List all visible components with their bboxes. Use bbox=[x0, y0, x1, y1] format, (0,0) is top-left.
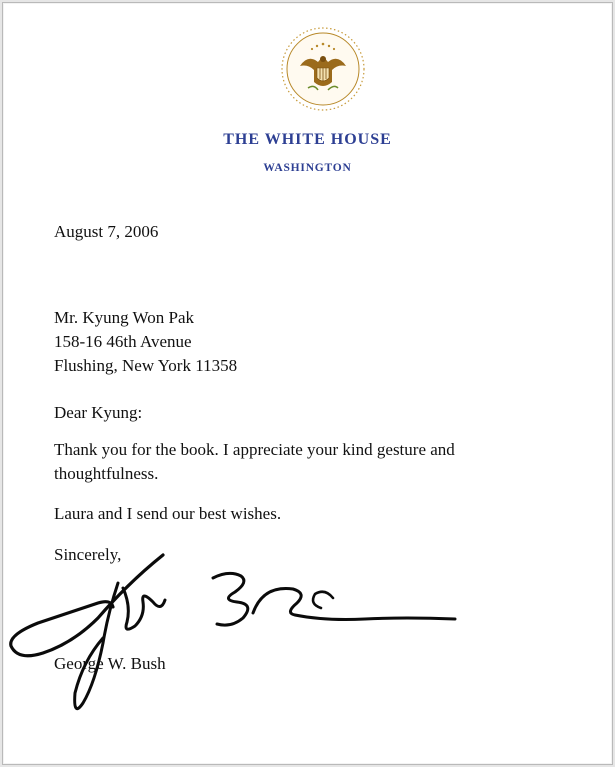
closing: Sincerely, bbox=[54, 545, 122, 564]
letter-page bbox=[2, 2, 613, 765]
signer-name: George W. Bush bbox=[54, 654, 166, 673]
body-line-2: thoughtfulness. bbox=[54, 464, 159, 483]
body-line-3: Laura and I send our best wishes. bbox=[54, 504, 282, 523]
letterhead-subtitle: WASHINGTON bbox=[263, 162, 352, 174]
recipient-city: Flushing, New York 11358 bbox=[54, 356, 238, 375]
recipient-name: Mr. Kyung Won Pak bbox=[54, 308, 194, 327]
signature bbox=[3, 543, 473, 733]
recipient-street: 158-16 46th Avenue bbox=[54, 332, 192, 351]
presidential-seal-icon bbox=[280, 26, 366, 112]
letter-date: August 7, 2006 bbox=[54, 222, 159, 241]
salutation: Dear Kyung: bbox=[54, 403, 143, 422]
body-line-1: Thank you for the book. I appreciate your kind gesture and bbox=[54, 440, 455, 459]
letterhead-title: THE WHITE HOUSE bbox=[223, 131, 392, 148]
